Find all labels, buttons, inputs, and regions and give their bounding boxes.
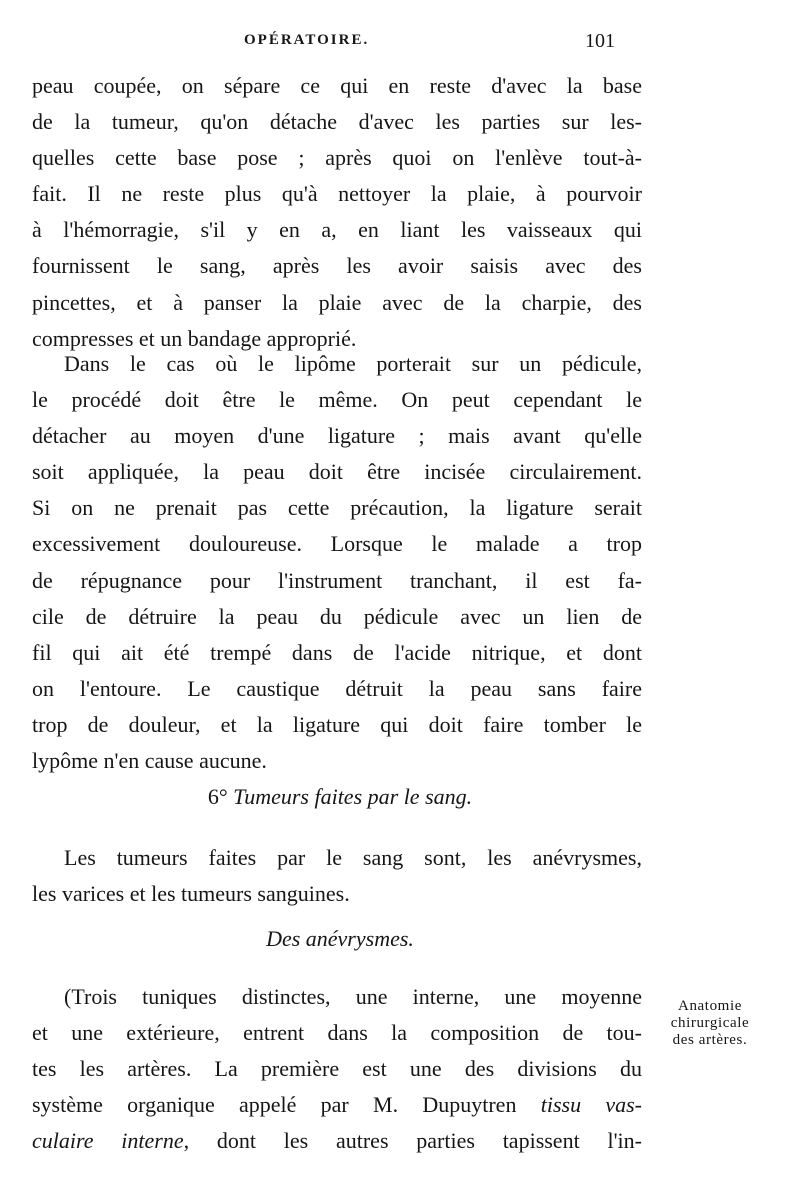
section-title: Tumeurs faites par le sang. — [233, 784, 473, 809]
paragraph-3 — [32, 840, 642, 912]
section-number: 6° — [207, 784, 228, 809]
text-line: Si on ne prenait pas cette précaution, la ligature serait — [32, 495, 642, 521]
text-line: le procédé doit être le même. On peut cependant le — [32, 387, 642, 413]
text-line: à l'hémorragie, s'il y en a, en liant les vaisseaux qui — [32, 217, 642, 243]
margin-note-line: chirurgicale — [670, 1015, 750, 1031]
page-header — [0, 30, 800, 58]
text-line: (Trois tuniques distinctes, une interne, une moyenne — [64, 984, 642, 1009]
paragraph-1 — [32, 68, 642, 357]
text-line: quelles cette base pose ; après quoi on l'enlève tout-à- — [32, 145, 642, 171]
text-line: Les tumeurs faites par le sang sont, les anévrysmes, — [64, 845, 642, 870]
page-number: 101 — [585, 30, 615, 52]
section-heading — [0, 784, 680, 810]
paragraph-2 — [32, 346, 642, 779]
running-head: OPÉRATOIRE. — [244, 32, 370, 48]
text-line: Dans le cas où le lipôme porterait sur un pédicule, — [64, 351, 642, 376]
text-line-mixed — [32, 1123, 642, 1159]
text-line: fait. Il ne reste plus qu'à nettoyer la plaie, à pourvoir — [32, 181, 642, 207]
text-line: pincettes, et à panser la plaie avec de la charpie, des — [32, 289, 642, 315]
text-line: compresses et un bandage approprié. — [32, 325, 357, 351]
text-run: système organique appelé par M. Dupuytren — [32, 1092, 541, 1118]
text-line: de la tumeur, qu'on détache d'avec les parties sur les- — [32, 109, 642, 135]
margin-note — [660, 998, 760, 1049]
italic-term: culaire interne — [32, 1128, 184, 1154]
text-line: de répugnance pour l'instrument tranchant, il est fa- — [32, 567, 642, 593]
margin-note-line: des artères. — [672, 1032, 748, 1048]
paragraph-4 — [32, 979, 642, 1159]
text-line: fil qui ait été trempé dans de l'acide nitrique, et dont — [32, 639, 642, 665]
text-line: excessivement douloureuse. Lorsque le malade a trop — [32, 531, 642, 557]
text-line: on l'entoure. Le caustique détruit la peau sans faire — [32, 675, 642, 701]
margin-note-line: Anatomie — [678, 998, 742, 1014]
text-line: peau coupée, on sépare ce qui en reste d'avec la base — [32, 73, 642, 98]
text-line: et une extérieure, entrent dans la composition de tou- — [32, 1020, 642, 1046]
subheading: Des anévrysmes. — [266, 926, 414, 951]
text-line-mixed — [32, 1087, 642, 1123]
text-run: , dont les autres parties tapissent l'in- — [183, 1128, 642, 1154]
text-line: les varices et les tumeurs sanguines. — [32, 881, 350, 907]
text-line: détacher au moyen d'une ligature ; mais avant qu'elle — [32, 423, 642, 449]
text-line: tes les artères. La première est une des divisions du — [32, 1056, 642, 1082]
text-line: trop de douleur, et la ligature qui doit faire tomber le — [32, 711, 642, 737]
text-line: cile de détruire la peau du pédicule avec un lien de — [32, 603, 642, 629]
text-line: fournissent le sang, après les avoir saisis avec des — [32, 253, 642, 279]
italic-term: tissu vas- — [540, 1092, 642, 1118]
text-line: soit appliquée, la peau doit être incisée circulairement. — [32, 459, 642, 485]
text-line: lypôme n'en cause aucune. — [32, 748, 267, 774]
